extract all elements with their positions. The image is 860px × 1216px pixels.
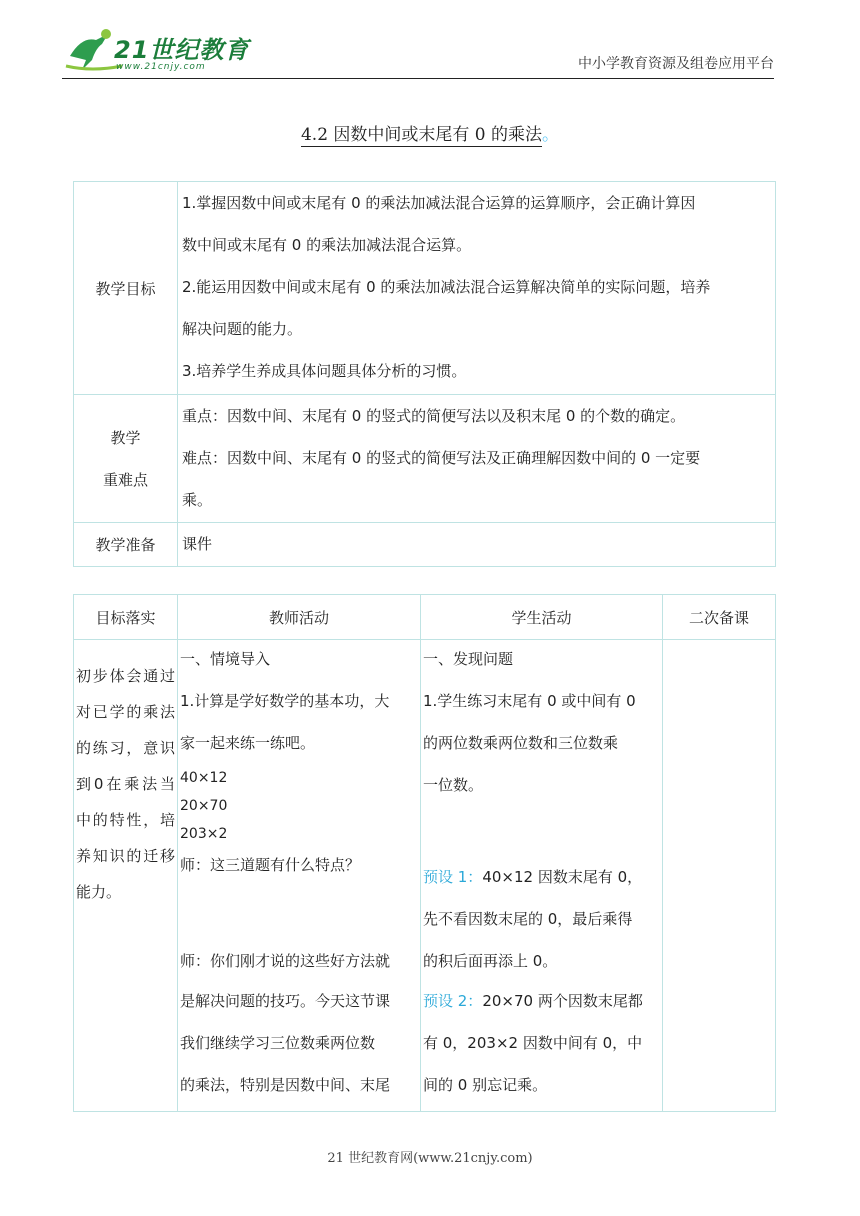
teacher-question: 师：这三道题有什么特点？ [180,856,361,874]
teacher-line: 是解决问题的技巧。今天这节课 [180,992,391,1010]
goal-line: 1.掌握因数中间或末尾有 0 的乘法加减法混合运算的运算顺序，会正确计算因 [182,194,696,212]
preset-2-text: 20×70 两个因数末尾都 [482,992,643,1010]
page-footer: 21 世纪教育网(www.21cnjy.com) [327,1151,533,1166]
header-divider [62,78,774,79]
student-line: 有 0，203×2 因数中间有 0，中 [423,1034,643,1052]
student-line: 1.学生练习末尾有 0 或中间有 0 [423,692,636,710]
teacher-line: 我们继续学习三位数乘两位数 [180,1034,376,1052]
preset-1-label: 预设 1： [423,868,483,886]
teacher-line: 师：你们刚才说的这些好方法就 [180,952,391,970]
prep-cell [178,523,776,567]
student-line: 的两位数乘两位数和三位数乘 [423,734,619,752]
logo-url: www.21cnjy.com [116,62,206,72]
col-header-target: 目标落实 [74,595,178,640]
teacher-line: 的乘法，特别是因数中间、末尾 [180,1076,391,1094]
goal-line: 3.培养学生养成具体问题具体分析的习惯。 [182,362,467,380]
title-text: 4.2 因数中间或末尾有 0 的乘法 [300,125,543,145]
goals-label: 教学目标 [74,182,178,395]
prep-label: 教学准备 [74,523,178,567]
page-header [0,0,860,80]
goal-line: 2.能运用因数中间或末尾有 0 的乘法加减法混合运算解决简单的实际问题，培养 [182,278,711,296]
key-line: 重点：因数中间、末尾有 0 的竖式的简便写法以及积末尾 0 的个数的确定。 [182,407,686,425]
expression: 40×12 [180,770,228,786]
key-line: 乘。 [182,491,213,509]
target-cell: 初步体会通过对已学的乘法的练习，意识到0在乘法当中的特性，培养知识的迁移能力。 [74,640,178,1112]
goals-cell [178,182,776,395]
teacher-line: 1.计算是学好数学的基本功，大 [180,692,390,710]
col-header-teacher: 教师活动 [178,595,421,640]
student-line: 间的 0 别忘记乘。 [423,1076,548,1094]
teacher-line: 家一起来练一练吧。 [180,734,316,752]
preset-1 [423,866,642,887]
expression: 203×2 [180,826,228,842]
activity-table [73,594,776,1112]
key-line: 难点：因数中间、末尾有 0 的竖式的简便写法及正确理解因数中间的 0 一定要 [182,449,701,467]
expression: 20×70 [180,798,228,814]
preset-2-label: 预设 2： [423,992,483,1010]
col-header-second: 二次备课 [663,595,776,640]
col-header-student: 学生活动 [421,595,663,640]
student-cell [421,640,663,1112]
second-prep-cell [663,640,776,1112]
key-points-label [74,395,178,523]
key-label-line: 重难点 [102,470,148,489]
goal-line: 解决问题的能力。 [182,320,303,338]
student-line: 先不看因数末尾的 0，最后乘得 [423,910,633,928]
goal-line: 数中间或末尾有 0 的乘法加减法混合运算。 [182,236,472,254]
key-label-line: 教学 [110,428,141,447]
student-section: 一、发现问题 [423,650,514,668]
logo-text: 21世纪教育 [114,36,250,64]
teacher-section: 一、情境导入 [180,650,271,668]
platform-name: 中小学教育资源及组卷应用平台 [578,56,774,72]
preset-2 [423,990,643,1011]
page-title: 4.2 因数中间或末尾有 0 的乘法。 [300,125,560,145]
teacher-cell [178,640,421,1112]
key-points-cell [178,395,776,523]
prep-value: 课件 [182,535,213,553]
student-line: 一位数。 [423,776,484,794]
lesson-overview-table [73,181,776,567]
student-line: 的积后面再添上 0。 [423,952,558,970]
preset-1-text: 40×12 因数末尾有 0， [482,868,643,886]
